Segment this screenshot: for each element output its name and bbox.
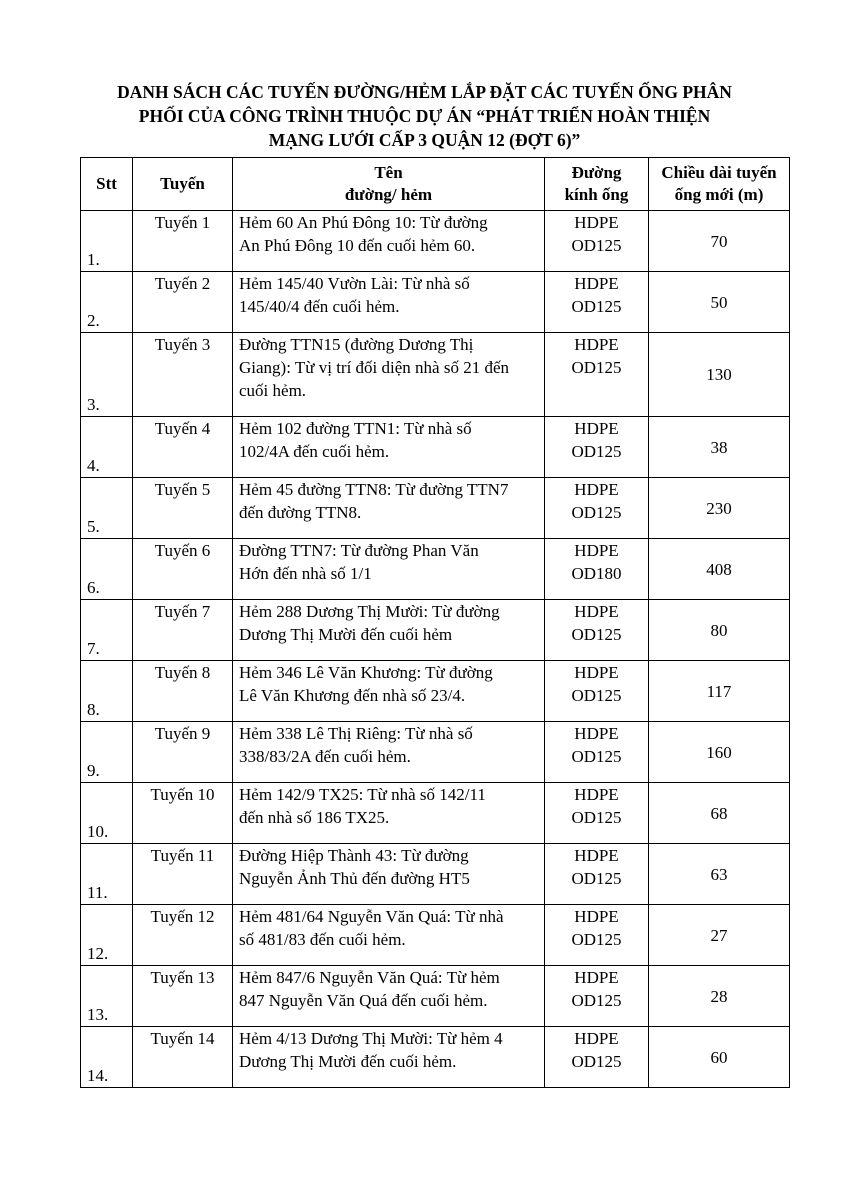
header-pipe-diameter-line2: kính ống bbox=[564, 185, 629, 204]
table-row bbox=[81, 844, 790, 905]
row-route: Tuyến 10 bbox=[133, 783, 233, 844]
row-route: Tuyến 9 bbox=[133, 722, 233, 783]
row-stt: 1. bbox=[81, 211, 133, 272]
row-route: Tuyến 7 bbox=[133, 600, 233, 661]
row-street-description bbox=[233, 966, 545, 1027]
row-pipe-diameter-line: OD125 bbox=[571, 1052, 622, 1071]
row-pipe-diameter bbox=[545, 905, 649, 966]
row-pipe-length: 130 bbox=[649, 333, 790, 417]
row-route: Tuyến 13 bbox=[133, 966, 233, 1027]
table-row bbox=[81, 417, 790, 478]
row-street-description-line: Dương Thị Mười đến cuối hẻm bbox=[239, 625, 453, 644]
row-pipe-length: 28 bbox=[649, 966, 790, 1027]
row-street-description-line: 145/40/4 đến cuối hẻm. bbox=[239, 297, 400, 316]
row-pipe-diameter bbox=[545, 417, 649, 478]
row-pipe-diameter-line: HDPE bbox=[574, 419, 619, 438]
row-street-description-line: 102/4A đến cuối hẻm. bbox=[239, 442, 390, 461]
row-pipe-diameter-line: HDPE bbox=[574, 785, 619, 804]
row-pipe-length: 38 bbox=[649, 417, 790, 478]
row-street-description-line: Đường TTN15 (đường Dương Thị bbox=[239, 335, 474, 354]
row-street-description-line: Hẻm 338 Lê Thị Riêng: Từ nhà số bbox=[239, 724, 473, 743]
table-row bbox=[81, 905, 790, 966]
row-pipe-diameter-line: OD125 bbox=[571, 503, 622, 522]
row-street-description-line: Hẻm 481/64 Nguyễn Văn Quá: Từ nhà bbox=[239, 907, 504, 926]
row-street-description-line: Giang): Từ vị trí đối diện nhà số 21 đến bbox=[239, 358, 509, 377]
row-pipe-diameter-line: HDPE bbox=[574, 274, 619, 293]
row-pipe-diameter-line: OD125 bbox=[571, 869, 622, 888]
table-row bbox=[81, 478, 790, 539]
row-pipe-length: 80 bbox=[649, 600, 790, 661]
row-pipe-diameter bbox=[545, 1027, 649, 1088]
row-street-description bbox=[233, 478, 545, 539]
row-pipe-diameter-line: OD125 bbox=[571, 930, 622, 949]
row-street-description-line: Hẻm 45 đường TTN8: Từ đường TTN7 bbox=[239, 480, 509, 499]
row-pipe-length: 230 bbox=[649, 478, 790, 539]
row-pipe-diameter-line: OD125 bbox=[571, 686, 622, 705]
row-pipe-diameter bbox=[545, 272, 649, 333]
row-street-description-line: 847 Nguyễn Văn Quá đến cuối hẻm. bbox=[239, 991, 488, 1010]
header-pipe-length bbox=[649, 158, 790, 211]
row-route: Tuyến 12 bbox=[133, 905, 233, 966]
row-pipe-diameter bbox=[545, 844, 649, 905]
row-stt: 3. bbox=[81, 333, 133, 417]
row-pipe-diameter-line: OD125 bbox=[571, 625, 622, 644]
row-pipe-length: 70 bbox=[649, 211, 790, 272]
row-route: Tuyến 8 bbox=[133, 661, 233, 722]
row-pipe-diameter bbox=[545, 211, 649, 272]
header-street-name-line2: đường/ hẻm bbox=[344, 185, 433, 204]
table-row bbox=[81, 966, 790, 1027]
row-pipe-diameter-line: HDPE bbox=[574, 663, 619, 682]
header-pipe-length-line1: Chiều dài tuyến bbox=[661, 163, 777, 182]
row-pipe-diameter-line: OD125 bbox=[571, 236, 622, 255]
title-line: PHỐI CỦA CÔNG TRÌNH THUỘC DỰ ÁN “PHÁT TRIỂN HOÀN THIỆN bbox=[138, 106, 711, 126]
row-pipe-diameter-line: HDPE bbox=[574, 846, 619, 865]
row-pipe-diameter bbox=[545, 661, 649, 722]
row-pipe-diameter-line: HDPE bbox=[574, 1029, 619, 1048]
header-street-name-line1: Tên bbox=[374, 163, 403, 182]
row-street-description-line: số 481/83 đến cuối hẻm. bbox=[239, 930, 406, 949]
row-route: Tuyến 5 bbox=[133, 478, 233, 539]
table-row bbox=[81, 783, 790, 844]
row-street-description-line: Hẻm 60 An Phú Đông 10: Từ đường bbox=[239, 213, 488, 232]
row-pipe-diameter-line: OD125 bbox=[571, 808, 622, 827]
row-street-description-line: đến nhà số 186 TX25. bbox=[239, 808, 390, 827]
row-route: Tuyến 3 bbox=[133, 333, 233, 417]
row-pipe-diameter-line: OD125 bbox=[571, 991, 622, 1010]
row-street-description bbox=[233, 333, 545, 417]
table-row bbox=[81, 333, 790, 417]
row-street-description-line: Hẻm 4/13 Dương Thị Mười: Từ hẻm 4 bbox=[239, 1029, 503, 1048]
row-pipe-length: 63 bbox=[649, 844, 790, 905]
row-pipe-diameter-line: HDPE bbox=[574, 907, 619, 926]
row-street-description-line: Hẻm 346 Lê Văn Khương: Từ đường bbox=[239, 663, 493, 682]
row-stt: 12. bbox=[81, 905, 133, 966]
row-street-description-line: 338/83/2A đến cuối hẻm. bbox=[239, 747, 411, 766]
row-pipe-diameter-line: OD125 bbox=[571, 747, 622, 766]
document-title bbox=[60, 80, 789, 152]
row-stt: 7. bbox=[81, 600, 133, 661]
row-pipe-diameter-line: OD125 bbox=[571, 297, 622, 316]
table-row bbox=[81, 272, 790, 333]
row-stt: 10. bbox=[81, 783, 133, 844]
header-street-name bbox=[233, 158, 545, 211]
row-street-description bbox=[233, 272, 545, 333]
row-street-description-line: Đường TTN7: Từ đường Phan Văn bbox=[239, 541, 479, 560]
row-route: Tuyến 11 bbox=[133, 844, 233, 905]
row-route: Tuyến 6 bbox=[133, 539, 233, 600]
row-stt: 9. bbox=[81, 722, 133, 783]
row-pipe-diameter-line: HDPE bbox=[574, 968, 619, 987]
row-pipe-diameter-line: HDPE bbox=[574, 602, 619, 621]
row-pipe-length: 60 bbox=[649, 1027, 790, 1088]
table-row bbox=[81, 211, 790, 272]
row-pipe-diameter bbox=[545, 478, 649, 539]
row-pipe-diameter bbox=[545, 333, 649, 417]
table-header-row bbox=[81, 158, 790, 211]
row-street-description bbox=[233, 1027, 545, 1088]
table-row bbox=[81, 539, 790, 600]
row-stt: 8. bbox=[81, 661, 133, 722]
row-street-description bbox=[233, 661, 545, 722]
row-street-description-line: Hẻm 145/40 Vườn Lài: Từ nhà số bbox=[239, 274, 470, 293]
table-row bbox=[81, 661, 790, 722]
header-pipe-diameter bbox=[545, 158, 649, 211]
routes-table bbox=[80, 157, 790, 1088]
row-street-description bbox=[233, 539, 545, 600]
row-stt: 13. bbox=[81, 966, 133, 1027]
row-street-description-line: cuối hẻm. bbox=[239, 381, 307, 400]
row-street-description-line: An Phú Đông 10 đến cuối hẻm 60. bbox=[239, 236, 476, 255]
row-pipe-length: 68 bbox=[649, 783, 790, 844]
row-street-description-line: Hẻm 847/6 Nguyễn Văn Quá: Từ hẻm bbox=[239, 968, 500, 987]
row-pipe-length: 160 bbox=[649, 722, 790, 783]
row-stt: 6. bbox=[81, 539, 133, 600]
row-street-description bbox=[233, 844, 545, 905]
row-pipe-diameter bbox=[545, 966, 649, 1027]
row-pipe-diameter bbox=[545, 600, 649, 661]
row-pipe-length: 408 bbox=[649, 539, 790, 600]
row-pipe-diameter-line: HDPE bbox=[574, 724, 619, 743]
row-pipe-length: 50 bbox=[649, 272, 790, 333]
header-stt: Stt bbox=[81, 158, 133, 211]
row-street-description bbox=[233, 600, 545, 661]
row-street-description-line: Hẻm 142/9 TX25: Từ nhà số 142/11 bbox=[239, 785, 486, 804]
row-pipe-diameter-line: HDPE bbox=[574, 480, 619, 499]
row-street-description bbox=[233, 783, 545, 844]
row-street-description bbox=[233, 722, 545, 783]
row-pipe-diameter bbox=[545, 722, 649, 783]
row-pipe-length: 117 bbox=[649, 661, 790, 722]
table-row bbox=[81, 722, 790, 783]
table-row bbox=[81, 1027, 790, 1088]
row-street-description-line: Đường Hiệp Thành 43: Từ đường bbox=[239, 846, 469, 865]
row-pipe-diameter-line: OD180 bbox=[571, 564, 622, 583]
row-pipe-diameter-line: HDPE bbox=[574, 213, 619, 232]
row-street-description-line: Lê Văn Khương đến nhà số 23/4. bbox=[239, 686, 466, 705]
row-pipe-diameter-line: HDPE bbox=[574, 541, 619, 560]
header-pipe-length-line2: ống mới (m) bbox=[674, 185, 764, 204]
header-route: Tuyến bbox=[133, 158, 233, 211]
row-stt: 4. bbox=[81, 417, 133, 478]
title-line: DANH SÁCH CÁC TUYẾN ĐƯỜNG/HẺM LẮP ĐẶT CÁC TUYẾN ỐNG PHÂN bbox=[117, 82, 732, 102]
row-pipe-diameter bbox=[545, 783, 649, 844]
row-street-description-line: Hẻm 288 Dương Thị Mười: Từ đường bbox=[239, 602, 500, 621]
row-street-description bbox=[233, 905, 545, 966]
row-pipe-length: 27 bbox=[649, 905, 790, 966]
row-pipe-diameter-line: OD125 bbox=[571, 442, 622, 461]
row-street-description-line: Nguyễn Ảnh Thủ đến đường HT5 bbox=[239, 869, 470, 888]
table-body bbox=[81, 211, 790, 1088]
row-street-description bbox=[233, 211, 545, 272]
row-pipe-diameter-line: HDPE bbox=[574, 335, 619, 354]
row-street-description-line: Dương Thị Mười đến cuối hẻm. bbox=[239, 1052, 457, 1071]
row-pipe-diameter bbox=[545, 539, 649, 600]
row-street-description-line: đến đường TTN8. bbox=[239, 503, 362, 522]
row-stt: 2. bbox=[81, 272, 133, 333]
row-street-description-line: Hớn đến nhà số 1/1 bbox=[239, 564, 372, 583]
row-street-description-line: Hẻm 102 đường TTN1: Từ nhà số bbox=[239, 419, 472, 438]
header-pipe-diameter-line1: Đường bbox=[571, 163, 622, 182]
title-line: MẠNG LƯỚI CẤP 3 QUẬN 12 (ĐỢT 6)” bbox=[268, 130, 581, 150]
row-route: Tuyến 14 bbox=[133, 1027, 233, 1088]
row-route: Tuyến 1 bbox=[133, 211, 233, 272]
row-route: Tuyến 2 bbox=[133, 272, 233, 333]
row-stt: 5. bbox=[81, 478, 133, 539]
row-route: Tuyến 4 bbox=[133, 417, 233, 478]
row-stt: 11. bbox=[81, 844, 133, 905]
row-pipe-diameter-line: OD125 bbox=[571, 358, 622, 377]
row-street-description bbox=[233, 417, 545, 478]
table-row bbox=[81, 600, 790, 661]
row-stt: 14. bbox=[81, 1027, 133, 1088]
